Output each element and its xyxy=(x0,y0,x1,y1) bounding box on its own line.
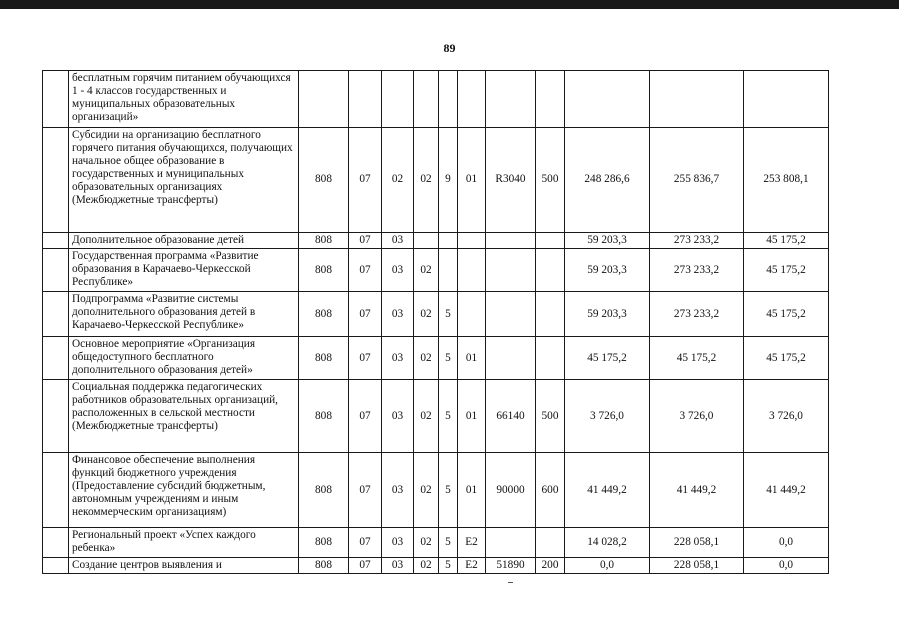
program-code xyxy=(414,233,439,249)
amount-2022: 273 233,2 xyxy=(650,233,744,249)
program-code: 02 xyxy=(414,337,439,380)
amount-2021: 45 175,2 xyxy=(565,337,650,380)
amount-2023: 45 175,2 xyxy=(744,249,829,292)
amount-2021: 14 028,2 xyxy=(565,528,650,558)
expense-type-code xyxy=(536,233,565,249)
item-name: Субсидии на организацию бесплатного горячего питания обучающихся, получающих начальное общее образование в государственных и муниципальных образовательных организациях (Межбюджетные трансферты) xyxy=(69,128,299,233)
row-number-cell xyxy=(43,558,69,574)
subprogram-code xyxy=(439,71,458,128)
row-number-cell xyxy=(43,528,69,558)
subsection-code: 03 xyxy=(382,233,414,249)
event-code: 01 xyxy=(458,337,486,380)
item-name: Социальная поддержка педагогических работников образовательных организаций, расположенных в сельской местности (Межбюджетные трансферты) xyxy=(69,380,299,453)
row-number-cell xyxy=(43,337,69,380)
subprogram-code: 5 xyxy=(439,380,458,453)
amount-2022: 255 836,7 xyxy=(650,128,744,233)
expense-type-code: 500 xyxy=(536,128,565,233)
table-row xyxy=(43,128,829,233)
amount-2023: 45 175,2 xyxy=(744,233,829,249)
event-code xyxy=(458,233,486,249)
direction-code xyxy=(486,337,536,380)
amount-2021: 59 203,3 xyxy=(565,249,650,292)
table-row xyxy=(43,528,829,558)
section-code: 07 xyxy=(349,528,382,558)
row-number-cell xyxy=(43,128,69,233)
amount-2022: 45 175,2 xyxy=(650,337,744,380)
row-number-cell xyxy=(43,233,69,249)
direction-code xyxy=(486,71,536,128)
ministry-code: 808 xyxy=(299,380,349,453)
row-number-cell xyxy=(43,453,69,528)
subprogram-code: 9 xyxy=(439,128,458,233)
section-code: 07 xyxy=(349,292,382,337)
subsection-code: 03 xyxy=(382,380,414,453)
subsection-code: 03 xyxy=(382,292,414,337)
page-number: 89 xyxy=(443,41,456,55)
table-row xyxy=(43,233,829,249)
row-number-cell xyxy=(43,380,69,453)
amount-2022: 3 726,0 xyxy=(650,380,744,453)
event-code xyxy=(458,71,486,128)
amount-2023 xyxy=(744,71,829,128)
subprogram-code: 5 xyxy=(439,558,458,574)
event-code xyxy=(458,249,486,292)
subsection-code: 03 xyxy=(382,249,414,292)
direction-code xyxy=(486,249,536,292)
ministry-code: 808 xyxy=(299,292,349,337)
subprogram-code: 5 xyxy=(439,453,458,528)
subsection-code: 03 xyxy=(382,558,414,574)
amount-2022: 273 233,2 xyxy=(650,292,744,337)
item-name: Основное мероприятие «Организация общедоступного бесплатного дополнительного образования детей» xyxy=(69,337,299,380)
section-code: 07 xyxy=(349,233,382,249)
event-code xyxy=(458,292,486,337)
amount-2022: 228 058,1 xyxy=(650,558,744,574)
amount-2021: 3 726,0 xyxy=(565,380,650,453)
subsection-code: 03 xyxy=(382,528,414,558)
amount-2023: 3 726,0 xyxy=(744,380,829,453)
program-code: 02 xyxy=(414,128,439,233)
direction-code: 66140 xyxy=(486,380,536,453)
amount-2023: 0,0 xyxy=(744,558,829,574)
amount-2022: 41 449,2 xyxy=(650,453,744,528)
amount-2021: 41 449,2 xyxy=(565,453,650,528)
scan-speck xyxy=(508,582,513,583)
amount-2023: 45 175,2 xyxy=(744,337,829,380)
item-name: Государственная программа «Развитие образования в Карачаево-Черкесской Республике» xyxy=(69,249,299,292)
table-row xyxy=(43,292,829,337)
expense-type-code xyxy=(536,71,565,128)
subsection-code: 03 xyxy=(382,337,414,380)
expense-type-code xyxy=(536,528,565,558)
event-code: 01 xyxy=(458,128,486,233)
direction-code xyxy=(486,292,536,337)
amount-2023: 253 808,1 xyxy=(744,128,829,233)
amount-2021: 0,0 xyxy=(565,558,650,574)
amount-2021 xyxy=(565,71,650,128)
ministry-code: 808 xyxy=(299,528,349,558)
ministry-code: 808 xyxy=(299,233,349,249)
direction-code: R3040 xyxy=(486,128,536,233)
ministry-code: 808 xyxy=(299,453,349,528)
subsection-code xyxy=(382,71,414,128)
expense-type-code: 200 xyxy=(536,558,565,574)
amount-2023: 45 175,2 xyxy=(744,292,829,337)
program-code: 02 xyxy=(414,453,439,528)
event-code: 01 xyxy=(458,453,486,528)
table-row xyxy=(43,337,829,380)
subsection-code: 03 xyxy=(382,453,414,528)
item-name: Дополнительное образование детей xyxy=(69,233,299,249)
amount-2021: 248 286,6 xyxy=(565,128,650,233)
row-number-cell xyxy=(43,292,69,337)
amount-2022 xyxy=(650,71,744,128)
amount-2023: 0,0 xyxy=(744,528,829,558)
section-code: 07 xyxy=(349,453,382,528)
subsection-code: 02 xyxy=(382,128,414,233)
direction-code xyxy=(486,233,536,249)
top-scan-border xyxy=(0,0,899,9)
amount-2021: 59 203,3 xyxy=(565,233,650,249)
subprogram-code xyxy=(439,233,458,249)
program-code: 02 xyxy=(414,249,439,292)
item-name: Подпрограмма «Развитие системы дополнительного образования детей в Карачаево-Черкесской Республике» xyxy=(69,292,299,337)
expense-type-code: 600 xyxy=(536,453,565,528)
program-code: 02 xyxy=(414,528,439,558)
amount-2021: 59 203,3 xyxy=(565,292,650,337)
item-name: Создание центров выявления и xyxy=(69,558,299,574)
ministry-code: 808 xyxy=(299,128,349,233)
ministry-code: 808 xyxy=(299,337,349,380)
ministry-code xyxy=(299,71,349,128)
event-code: Е2 xyxy=(458,558,486,574)
item-name: бесплатным горячим питанием обучающихся 1 - 4 классов государственных и муниципальных образовательных организаций» xyxy=(69,71,299,128)
expense-type-code xyxy=(536,249,565,292)
item-name: Финансовое обеспечение выполнения функций бюджетного учреждения (Предоставление субсидий бюджетным, автономным учреждениям и иным некоммерческим организациям) xyxy=(69,453,299,528)
table-row xyxy=(43,380,829,453)
ministry-code: 808 xyxy=(299,249,349,292)
program-code: 02 xyxy=(414,380,439,453)
expense-type-code: 500 xyxy=(536,380,565,453)
item-name: Региональный проект «Успех каждого ребенка» xyxy=(69,528,299,558)
ministry-code: 808 xyxy=(299,558,349,574)
subprogram-code: 5 xyxy=(439,292,458,337)
section-code xyxy=(349,71,382,128)
section-code: 07 xyxy=(349,249,382,292)
program-code: 02 xyxy=(414,558,439,574)
table-row xyxy=(43,558,829,574)
subprogram-code: 5 xyxy=(439,528,458,558)
amount-2023: 41 449,2 xyxy=(744,453,829,528)
section-code: 07 xyxy=(349,337,382,380)
event-code: 01 xyxy=(458,380,486,453)
direction-code: 51890 xyxy=(486,558,536,574)
row-number-cell xyxy=(43,249,69,292)
table-row xyxy=(43,453,829,528)
section-code: 07 xyxy=(349,128,382,233)
direction-code xyxy=(486,528,536,558)
program-code xyxy=(414,71,439,128)
table-row xyxy=(43,71,829,128)
budget-table xyxy=(42,70,829,574)
amount-2022: 273 233,2 xyxy=(650,249,744,292)
section-code: 07 xyxy=(349,558,382,574)
section-code: 07 xyxy=(349,380,382,453)
subprogram-code xyxy=(439,249,458,292)
event-code: Е2 xyxy=(458,528,486,558)
amount-2022: 228 058,1 xyxy=(650,528,744,558)
row-number-cell xyxy=(43,71,69,128)
program-code: 02 xyxy=(414,292,439,337)
table-row xyxy=(43,249,829,292)
direction-code: 90000 xyxy=(486,453,536,528)
expense-type-code xyxy=(536,292,565,337)
expense-type-code xyxy=(536,337,565,380)
subprogram-code: 5 xyxy=(439,337,458,380)
